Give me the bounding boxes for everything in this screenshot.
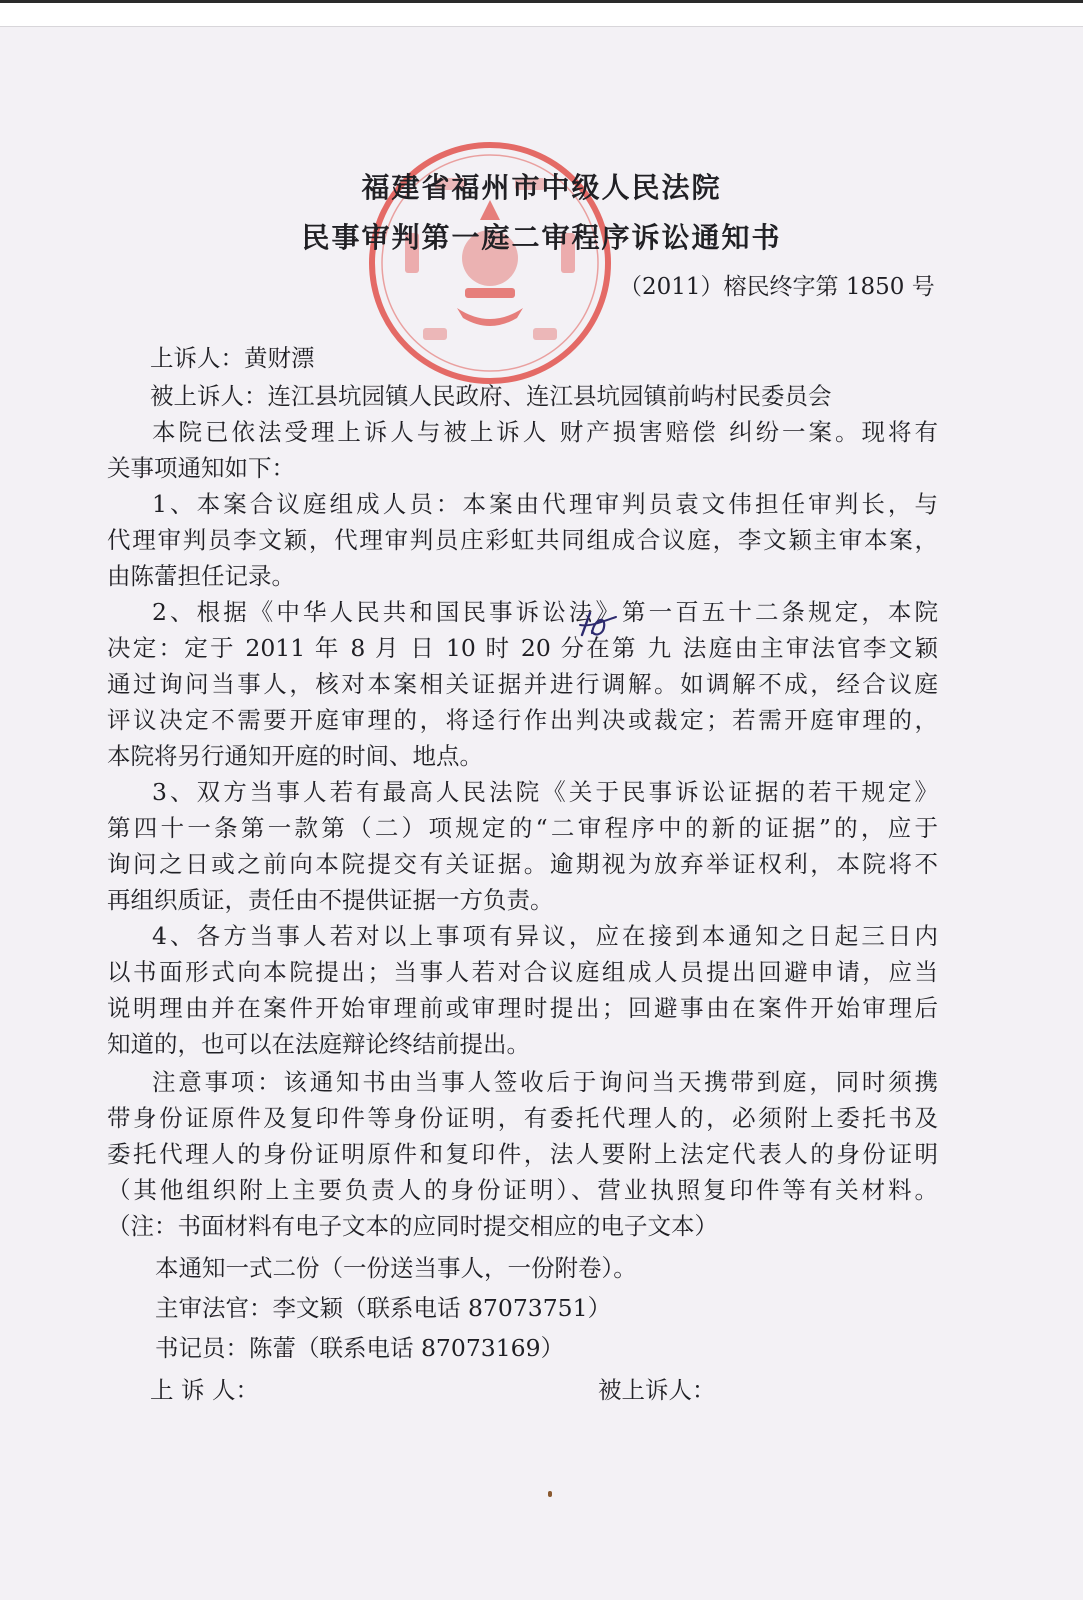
appellant-signature-label: 上 诉 人： (150, 1376, 259, 1404)
clerk-line: 书记员：陈蕾（联系电话 87073169） (155, 1334, 565, 1362)
item4-line-3: 说明理由并在案件开始审理前或审理时提出；回避事由在案件开始审理后 (107, 994, 938, 1022)
item4-line-2: 以书面形式向本院提出；当事人若对合议庭组成人员提出回避申请，应当 (107, 958, 938, 986)
judge-line: 主审法官：李文颖（联系电话 87073751） (155, 1294, 612, 1322)
item4-line-1: 4、各方当事人若对以上事项有异议，应在接到本通知之日起三日内 (152, 922, 938, 950)
notes-line-2: 带身份证原件及复印件等身份证明，有委托代理人的，必须附上委托书及 (107, 1104, 938, 1132)
item1-line-1: 1、本案合议庭组成人员：本案由代理审判员袁文伟担任审判长，与 (152, 490, 938, 518)
item1-line-3: 由陈蕾担任记录。 (107, 562, 295, 590)
notes-line-3: 委托代理人的身份证明原件和复印件，法人要附上法定代表人的身份证明 (107, 1140, 938, 1168)
case-number: （2011）榕民终字第 1850 号 (619, 274, 935, 300)
item1-line-2: 代理审判员李文颖，代理审判员庄彩虹共同组成合议庭，李文颖主审本案， (107, 526, 938, 554)
copies-line: 本通知一式二份（一份送当事人，一份附卷）。 (155, 1254, 637, 1282)
item3-line-4: 再组织质证，责任由不提供证据一方负责。 (107, 886, 554, 914)
notes-line-1: 注意事项：该通知书由当事人签收后于询问当天携带到庭，同时须携 (152, 1068, 938, 1096)
item2-line-3: 通过询问当事人，核对本案相关证据并进行调解。如调解不成，经合议庭 (107, 670, 938, 698)
item3-line-2: 第四十一条第一款第（二）项规定的“二审程序中的新的证据”的，应于 (107, 814, 938, 842)
handwritten-date-mark (578, 605, 618, 645)
item2-line-2: 决定：定于 2011 年 8 月 日 10 时 20 分在第 九 法庭由主审法官李文颖 (107, 634, 938, 662)
item3-line-1: 3、双方当事人若有最高人民法院《关于民事诉讼证据的若干规定》 (152, 778, 938, 806)
notes-line-4: （其他组织附上主要负责人的身份证明）、营业执照复印件等有关材料。 (107, 1176, 938, 1204)
notice-document (0, 26, 1083, 1600)
appellant-line: 上诉人：黄财漂 (150, 344, 315, 372)
item2-line-4: 评议决定不需要开庭审理的，将迳行作出判决或裁定；若需开庭审理的， (107, 706, 938, 734)
item4-line-4: 知道的，也可以在法庭辩论终结前提出。 (107, 1030, 530, 1058)
intro-line-2: 关事项通知如下： (107, 454, 295, 482)
scan-top-margin (0, 0, 1083, 27)
item2-line-5: 本院将另行通知开庭的时间、地点。 (107, 742, 483, 770)
intro-line-1: 本院已依法受理上诉人与被上诉人 财产损害赔偿 纠纷一案。现将有 (152, 418, 938, 446)
notice-title: 民事审判第一庭二审程序诉讼通知书 (301, 221, 782, 254)
item3-line-3: 询问之日或之前向本院提交有关证据。逾期视为放弃举证权利，本院将不 (107, 850, 938, 878)
item2-line-1: 2、根据《中华人民共和国民事诉讼法》第一百五十二条规定，本院 (152, 598, 938, 626)
ink-speck (548, 1491, 552, 1497)
court-name: 福建省福州市中级人民法院 (361, 171, 722, 204)
scan-edge-line (0, 0, 1083, 3)
appellee-line: 被上诉人：连江县坑园镇人民政府、连江县坑园镇前屿村民委员会 (150, 382, 832, 410)
notes-line-5: （注：书面材料有电子文本的应同时提交相应的电子文本） (107, 1212, 718, 1240)
appellee-signature-label: 被上诉人： (598, 1376, 716, 1404)
